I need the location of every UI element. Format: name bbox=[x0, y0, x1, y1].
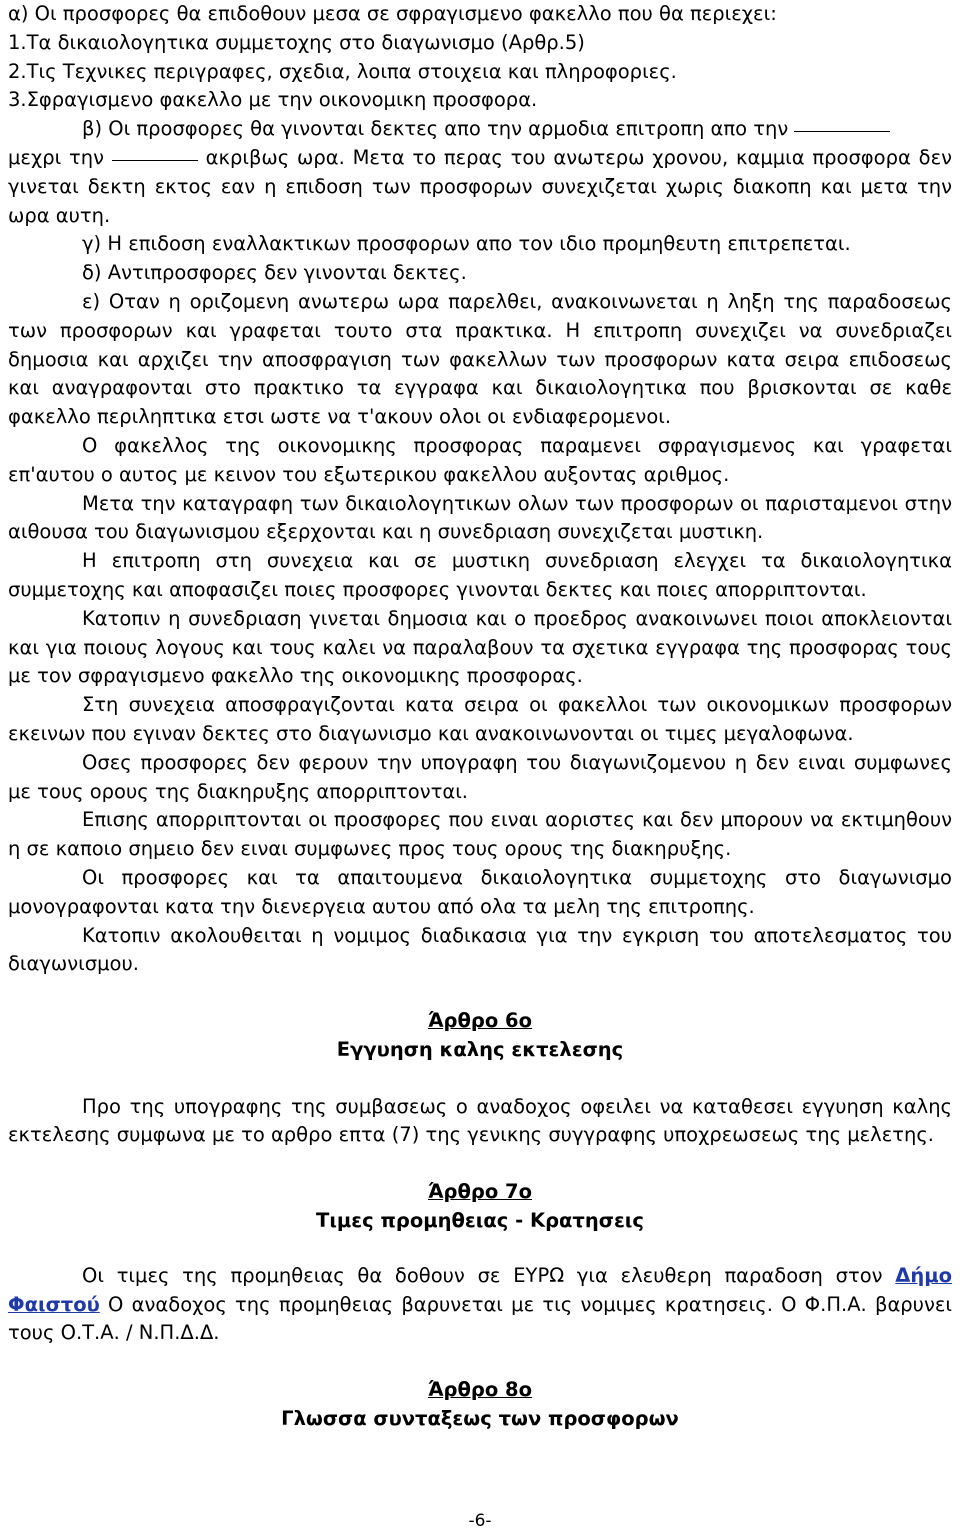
item-b-rest: Μετα το περας του ανωτερω χρονου, καμμια προσφορα δεν γινεται δεκτη εκτος εαν η επιδοση των προσφορων συνεχιζεται χωρις διακοπη και μετα την ωρα αυτη. bbox=[8, 145, 953, 227]
article-8-number: Άρθρο 8ο bbox=[427, 1378, 532, 1402]
paragraph-8: Οι προσφορες και τα απαιτουμενα δικαιολογητικα συμμετοχης στο διαγωνισμο μονογραφονται κατα την διενεργεια αυτου από ολα τα μελη της επιτροπης. bbox=[8, 865, 952, 918]
paragraph-3: Η επιτροπη στη συνεχεια και σε μυστικη συνεδριαση ελεγχει τα δικαιολογητικα συμμετοχης και αποφασιζει ποιες προσφορες γινονται δεκτες και ποιες απορριπτονται. bbox=[8, 549, 952, 601]
paragraph-7: Επισης απορριπτονται οι προσφορες που ειναι αοριστες και δεν μπορουν να εκτιμηθουν η σε καποιο σημειο δεν ειναι συμφωνες προς τους ορους της διακηρυξης. bbox=[8, 808, 952, 861]
item-e: ε) Οταν η οριζομενη ανωτερω ωρα παρελθει, ανακοινωνεται η ληξη της παραδοσεως των προσφορων και γραφεται τουτο στα πρακτικα. Η επιτροπη συνεχιζει να συνεδριαζει δημοσια και αρχιζει την αποσφραγιση των φακελλων των προσφορων κατα σειρα επιδοσεως και αναγραφονται στο πρακτικο τα εγγραφα και δικαιολογητικα που βρισκονται σε καθε φακελλο περιληπτικα ετσι ωστε να τ'ακουν ολοι οι ενδιαφερομενοι. bbox=[8, 289, 952, 429]
article-6-text: Προ της υπογραφης της συμβασεως ο αναδοχος οφειλει να καταθεσει εγγυηση καλης εκτελεσης συμφωνα με το αρθρο επτα (7) της γενικης συγγραφης υποχρεωσεως της μελετης. bbox=[8, 1094, 952, 1147]
spacer bbox=[8, 979, 952, 1007]
paragraph-6: Οσες προσφορες δεν φερουν την υπογραφη του διαγωνιζομενου η δεν ειναι συμφωνες με τους ορους της διακηρυξης απορριπτονται. bbox=[8, 750, 952, 803]
article-7-text bbox=[8, 1262, 952, 1348]
blank-date bbox=[794, 130, 890, 132]
paragraph-1: Ο φακελλος της οικονομικης προσφορας παραμενει σφραγισμενος και γραφεται επ'αυτου ο αυτος με κεινον του εξωτερικου φακελλου αυξοντας αριθμος. bbox=[8, 433, 952, 486]
document-page bbox=[8, 0, 952, 1434]
article-7-number: Άρθρο 7ο bbox=[427, 1180, 532, 1204]
paragraph-9: Κατοπιν ακολουθειται η νομιμος διαδικασια για την εγκριση του αποτελεσματος του διαγωνισμου. bbox=[8, 923, 952, 976]
item-a-1: 1.Τα δικαιολογητικα συμμετοχης στο διαγωνισμο (Αρθρ.5) bbox=[8, 30, 585, 54]
item-g: γ) Η επιδοση εναλλακτικων προσφορων απο τον ιδιο προμηθευτη επιτρεπεται. bbox=[82, 232, 851, 256]
blank-time bbox=[112, 159, 198, 161]
spacer bbox=[8, 1236, 952, 1262]
item-a-2: 2.Τις Τεχνικες περιγραφες, σχεδια, λοιπα στοιχεια και πληροφοριες. bbox=[8, 59, 677, 83]
spacer bbox=[8, 1348, 952, 1376]
item-b-body bbox=[8, 144, 952, 230]
article-6-title: Εγγυηση καλης εκτελεσης bbox=[336, 1037, 624, 1061]
page-number: -6- bbox=[468, 1511, 492, 1531]
paragraph-4: Κατοπιν η συνεδριαση γινεται δημοσια και ο προεδρος ανακοινωνει ποιοι αποκλειονται και για ποιους λογους και τους καλει να παραλαβουν τα σχετικα εγγραφα της προσφορας τους με τον σφραγισμενο φακελλο της οικονομικης προσφορας. bbox=[8, 606, 952, 688]
article-8-title: Γλωσσα συνταξεως των προσφορων bbox=[281, 1407, 679, 1431]
item-b-start: β) Οι προσφορες θα γινονται δεκτες απο την αρμοδια επιτροπη απο την bbox=[82, 117, 789, 141]
article-7-text-start: Οι τιμες της προμηθειας θα δοθουν σε ΕΥΡΩ για ελευθερη παραδοση στον bbox=[82, 1263, 896, 1287]
item-b-exact: ακριβως ωρα. bbox=[205, 145, 345, 169]
article-7-text-end: Ο αναδοχος της προμηθειας βαρυνεται με τις νομιμες κρατησεις. Ο Φ.Π.Α. βαρυνει τους Ο.Τ.Α. / Ν.Π.Δ.Δ. bbox=[8, 1292, 952, 1345]
paragraph-2: Μετα την καταγραφη των δικαιολογητικων ολων των προσφορων οι παρισταμενοι στην αιθουσα του διαγωνισμου εξερχονται και η συνεδριαση συνεχιζεται μυστικη. bbox=[8, 491, 952, 544]
article-7-title: Τιμες προμηθειας - Κρατησεις bbox=[316, 1209, 644, 1233]
item-a-3: 3.Σφραγισμενο φακελλο με την οικονομικη προσφορα. bbox=[8, 88, 538, 112]
paragraph-5: Στη συνεχεια αποσφραγιζονται κατα σειρα οι φακελλοι των οικονομικων προσφορων εκεινων που εγιναν δεκτες στο διαγωνισμο και ανακοινωνονται οι τιμες μεγαλοφωνα. bbox=[8, 693, 952, 745]
item-b-first-line bbox=[8, 115, 952, 144]
item-b-until: μεχρι την bbox=[8, 145, 104, 169]
item-d: δ) Αντιπροσφορες δεν γινονται δεκτες. bbox=[82, 261, 467, 285]
item-a: α) Οι προσφορες θα επιδοθουν μεσα σε σφραγισμενο φακελλο που θα περιεχει: bbox=[8, 2, 777, 25]
article-6-number: Άρθρο 6ο bbox=[427, 1009, 532, 1033]
spacer bbox=[8, 1065, 952, 1093]
spacer bbox=[8, 1150, 952, 1178]
municipality-name: Δήμο Φαιστού bbox=[8, 1263, 952, 1316]
